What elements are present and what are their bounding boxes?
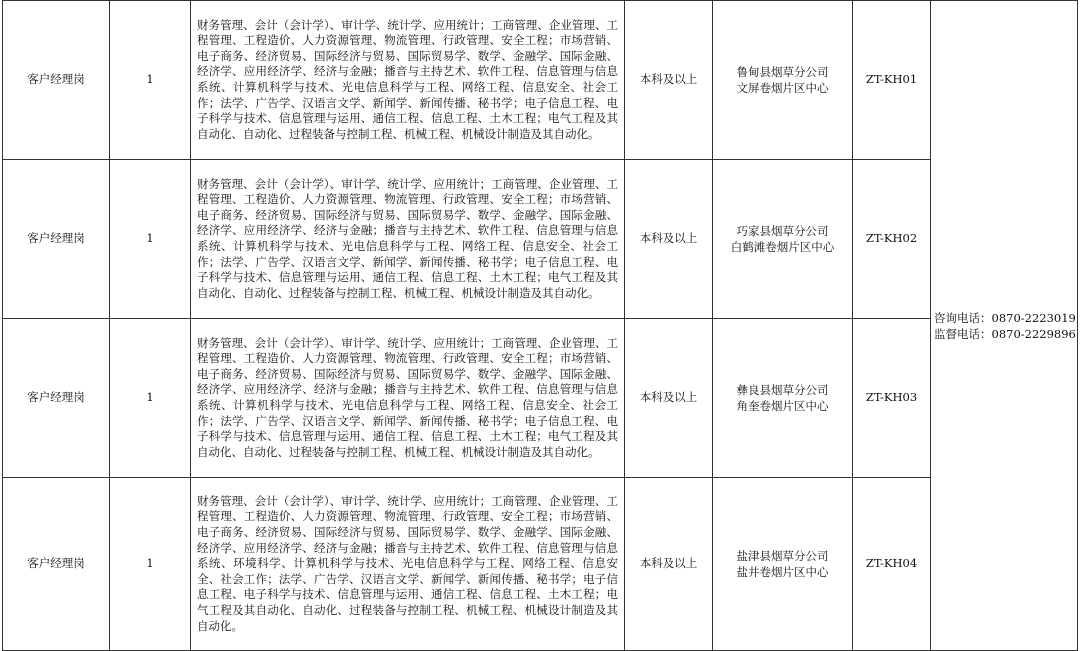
unit-cell xyxy=(713,478,853,651)
count-cell: 1 xyxy=(110,478,191,651)
majors-cell: 财务管理、会计（会计学）、审计学、统计学、应用统计；工商管理、企业管理、工程管理、工程造价、人力资源管理、物流管理、行政管理、安全工程；市场营销、电子商务、经济贸易、国际经济与贸易、国际贸易学、数学、金融学、国际金融、经济学、应用经济学、经济与金融；播音与主持艺术、软件工程、信息管理与信息系统、计算机科学与技术、光电信息科学与工程、网络工程、信息安全、社会工作；法学、广告学、汉语言文学、新闻学、新闻传播、秘书学；电子信息工程、电子科学与技术、信息管理与运用、通信工程、信息工程、土木工程；电气工程及其自动化、自动化、过程装备与控制工程、机械工程、机械设计制造及其自动化。 xyxy=(191,1,625,160)
code-cell: ZT-KH01 xyxy=(853,1,931,160)
majors-cell: 财务管理、会计（会计学）、审计学、统计学、应用统计；工商管理、企业管理、工程管理、工程造价、人力资源管理、物流管理、行政管理、安全工程；市场营销、电子商务、经济贸易、国际经济与贸易、国际贸易学、数学、金融学、国际金融、经济学、应用经济学、经济与金融；播音与主持艺术、软件工程、信息管理与信息系统、计算机科学与技术、光电信息科学与工程、网络工程、信息安全、社会工作；法学、广告学、汉语言文学、新闻学、新闻传播、秘书学；电子信息工程、电子科学与技术、信息管理与运用、通信工程、信息工程、土木工程；电气工程及其自动化、自动化、过程装备与控制工程、机械工程、机械设计制造及其自动化。 xyxy=(191,319,625,478)
table-row xyxy=(3,319,1078,478)
consult-phone: 咨询电话：0870-2223019 xyxy=(934,310,1076,325)
unit-cell xyxy=(713,1,853,160)
unit-line2: 文屏卷烟片区中心 xyxy=(736,81,829,95)
contact-cell xyxy=(931,1,1078,651)
position-cell: 客户经理岗 xyxy=(3,319,110,478)
supervise-phone: 监督电话：0870-2229896 xyxy=(934,326,1076,341)
majors-cell: 财务管理、会计（会计学）、审计学、统计学、应用统计；工商管理、企业管理、工程管理、工程造价、人力资源管理、物流管理、行政管理、安全工程；市场营销、电子商务、经济贸易、国际经济与贸易、国际贸易学、数学、金融学、国际金融、经济学、应用经济学、经济与金融；播音与主持艺术、软件工程、信息管理与信息系统、环境科学、计算机科学与技术、光电信息科学与工程、网络工程、信息安全、社会工作；法学、广告学、汉语言文学、新闻学、新闻传播、秘书学；电子信息工程、电子科学与技术、信息管理与运用、通信工程、信息工程、土木工程；电气工程及其自动化、自动化、过程装备与控制工程、机械工程、机械设计制造及其自动化。 xyxy=(191,478,625,651)
count-cell: 1 xyxy=(110,160,191,319)
unit-line2: 盐井卷烟片区中心 xyxy=(736,565,829,579)
education-cell: 本科及以上 xyxy=(625,1,713,160)
unit-line1: 彝良县烟草分公司 xyxy=(736,383,829,397)
code-cell: ZT-KH03 xyxy=(853,319,931,478)
count-cell: 1 xyxy=(110,1,191,160)
unit-line1: 鲁甸县烟草分公司 xyxy=(736,65,829,79)
unit-line2: 白鹤滩卷烟片区中心 xyxy=(730,240,835,254)
code-cell: ZT-KH02 xyxy=(853,160,931,319)
unit-cell xyxy=(713,319,853,478)
position-cell: 客户经理岗 xyxy=(3,1,110,160)
unit-cell xyxy=(713,160,853,319)
table-row xyxy=(3,160,1078,319)
majors-cell: 财务管理、会计（会计学）、审计学、统计学、应用统计；工商管理、企业管理、工程管理、工程造价、人力资源管理、物流管理、行政管理、安全工程；市场营销、电子商务、经济贸易、国际经济与贸易、国际贸易学、数学、金融学、国际金融、经济学、应用经济学、经济与金融；播音与主持艺术、软件工程、信息管理与信息系统、计算机科学与技术、光电信息科学与工程、网络工程、信息安全、社会工作；法学、广告学、汉语言文学、新闻学、新闻传播、秘书学；电子信息工程、电子科学与技术、信息管理与运用、通信工程、信息工程、土木工程；电气工程及其自动化、自动化、过程装备与控制工程、机械工程、机械设计制造及其自动化。 xyxy=(191,160,625,319)
position-cell: 客户经理岗 xyxy=(3,478,110,651)
count-cell: 1 xyxy=(110,319,191,478)
position-cell: 客户经理岗 xyxy=(3,160,110,319)
education-cell: 本科及以上 xyxy=(625,160,713,319)
unit-line1: 盐津县烟草分公司 xyxy=(736,549,829,563)
unit-line2: 角奎卷烟片区中心 xyxy=(736,399,829,413)
unit-line1: 巧家县烟草分公司 xyxy=(736,224,829,238)
code-cell: ZT-KH04 xyxy=(853,478,931,651)
education-cell: 本科及以上 xyxy=(625,319,713,478)
table-row xyxy=(3,478,1078,651)
table-row xyxy=(3,1,1078,160)
education-cell: 本科及以上 xyxy=(625,478,713,651)
recruitment-table xyxy=(2,0,1078,651)
